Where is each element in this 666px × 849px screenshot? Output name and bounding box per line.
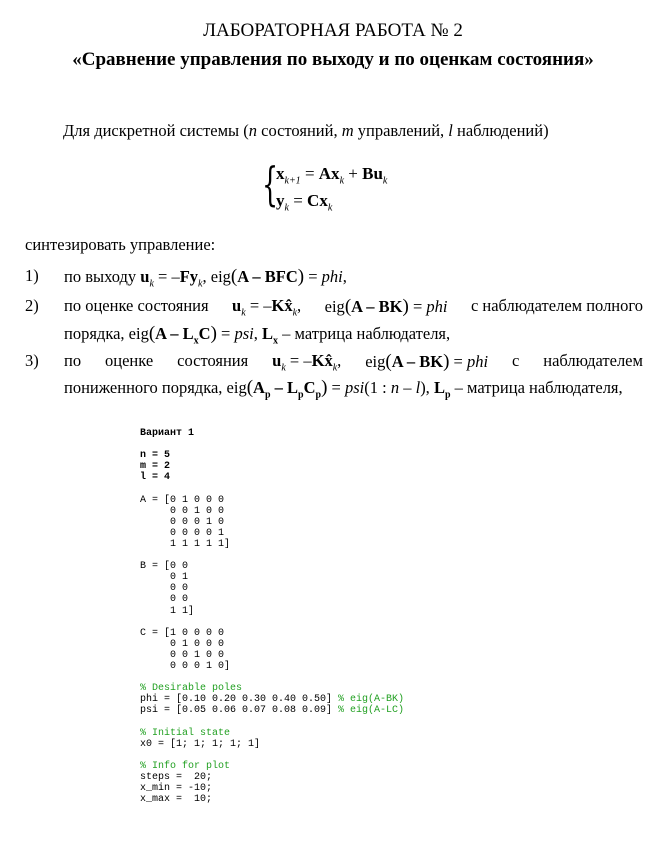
- variant-label: Вариант 1: [140, 428, 195, 439]
- lab-title: ЛАБОРАТОРНАЯ РАБОТА № 2: [203, 20, 463, 41]
- output-equation: $y_k = Cx_k$: [276, 191, 333, 214]
- intro-paragraph: Для дискретной системы (n состояний, m управлений, l наблюдений): [63, 121, 549, 140]
- system-equations: [262, 157, 422, 220]
- lab-subtitle: «Сравнение управления по выходу и по оценкам состояния»: [72, 49, 594, 70]
- system-brace: {: [262, 157, 279, 211]
- state-equation: $x_{k+1} = Ax_k + Bu_k$: [276, 164, 388, 187]
- synth-text: синтезировать управление:: [25, 235, 216, 254]
- matlab-code: Вариант 1 n = 5 m = 2 l = 4 A = [0 1 0 0 0 0 0 1 0 0 0 0 0 1 0 0 0 0 0 1 1 1 1 1 1] B = [0 0 0 1 0 0 0 0 1 1] C = [1 0 0 0 0 0 1 0 0 0 0 0 1 0 0 0 0 0 1 0] % Desirable poles phi = [0.10 0.20 0.30 0.40 0.50] % eig(A-BK) psi = [0.05 0.06 0.07 0.08 0.09] % eig(A-LC) % Initial state x0 = [1; 1; 1; 1; 1] % Info for plot steps = 20; x_min = -10; x_max = 10;: [140, 428, 405, 806]
- document-page: ЛАБОРАТОРНАЯ РАБОТА № 2 «Сравнение управления по выходу и по оценкам состояния» Для дискретной системы (n состояний, m управлений, l наблюдений) { $x_{k+1} = Ax_k + Bu_k$ $y_k = Cx_k$ синтезировать управление: 1) по выходу $u_k = -Fy_k$, eig(A – BFC) = phi, 2) по оценке состояния $u_k$ = $-Kx̂_k$, eig(A – BK) = phi с наблюдателем полного порядка, $eig(A - L_xC)$ = psi, $L_x$ – матрица наблюдателя, 3) по оценке состояния $u_k$ = $-Kx̂_k$, eig(A – BK) = phi с наблюдателем пониженного порядка, $eig(A_p - L_pC_p) = psi(1$ : n – l), $L_p$ – матрица наблюдателя, Вариант 1 n = 5 m = 2 l = 4 A = [0 1 0 0 0 0 0 1 0 0 0 0 0 1 0 0 0 0 0 1 1 1 1 1 1] B = [0 0 0 1 0 0 0 0 1 1] C = [1 0 0 0 0 0 1 0 0 0 0 0 1 0 0 0 0 0 1 0] % Desirable poles phi = [0.10 0.20 0.30 0.40 0.50] % eig(A-BK) psi = [0.05 0.06 0.07 0.08 0.09] % eig(A-LC) % Initial state x0 = [1; 1; 1; 1; 1] % Info for plot steps = 20; x_min = -10; x_max = 10;: [0, 0, 666, 849]
